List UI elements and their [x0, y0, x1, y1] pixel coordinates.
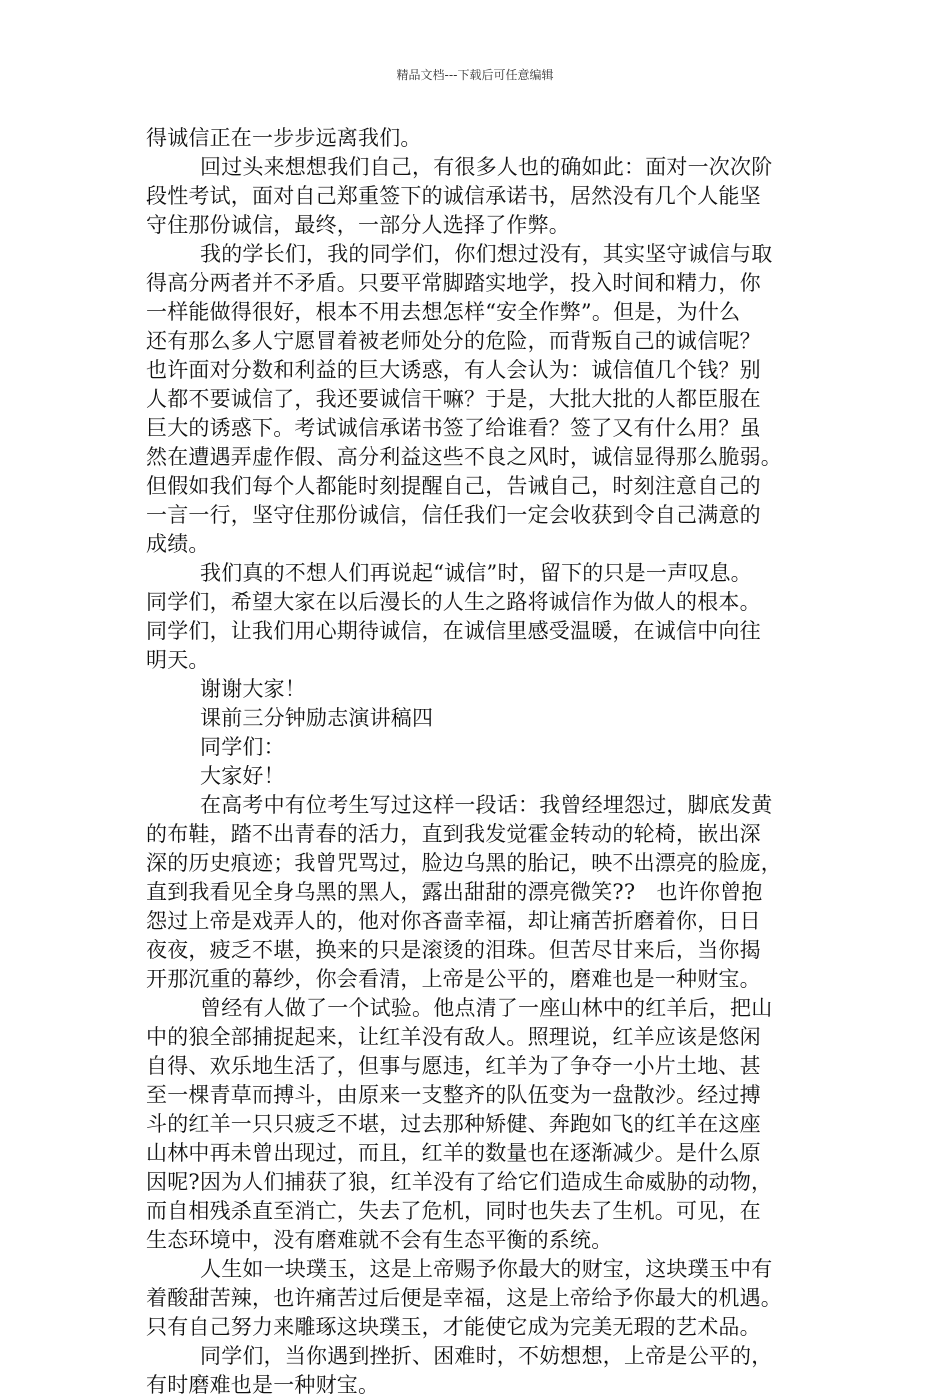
text-line: 深的历史痕迹；我曾咒骂过，脸边乌黑的胎记，映不出漂亮的脸庞，	[146, 851, 782, 875]
text-line: 一样能做得很好，根本不用去想怎样“安全作弊”。但是，为什么	[146, 300, 741, 324]
text-line: 的布鞋，踏不出青春的活力，直到我发觉霍金转动的轮椅，嵌出深	[146, 822, 761, 846]
text-line: 生态环境中，没有磨难就不会有生态平衡的系统。	[146, 1228, 613, 1252]
text-line: 回过头来想想我们自己，有很多人也的确如此：面对一次次阶	[200, 155, 773, 179]
document-body	[146, 124, 826, 1400]
text-line: 斗的红羊一只只疲乏不堪，过去那种矫健、奔跑如飞的红羊在这座	[146, 1112, 761, 1136]
text-line: 直到我看见全身乌黑的黑人，露出甜甜的漂亮微笑?? 也许你曾抱	[146, 880, 763, 904]
text-line: 人都不要诚信了，我还要诚信干嘛？于是，大批大批的人都臣服在	[146, 387, 761, 411]
text-line: 也许面对分数和利益的巨大诱惑，有人会认为：诚信值几个钱？别	[146, 358, 761, 382]
text-line: 课前三分钟励志演讲稿四	[200, 706, 434, 730]
text-line: 然在遭遇弄虚作假、高分利益这些不良之风时，诚信显得那么脆弱。	[146, 445, 782, 469]
text-line: 守住那份诚信，最终，一部分人选择了作弊。	[146, 213, 570, 237]
text-line: 同学们，让我们用心期待诚信，在诚信里感受温暖，在诚信中向往	[146, 619, 761, 643]
text-line: 段性考试，面对自己郑重签下的诚信承诺书，居然没有几个人能坚	[146, 184, 761, 208]
text-line: 着酸甜苦辣，也许痛苦过后便是幸福，这是上帝给予你最大的机遇。	[146, 1286, 782, 1310]
text-line: 至一棵青草而搏斗，由原来一支整齐的队伍变为一盘散沙。经过搏	[146, 1083, 761, 1107]
text-line: 怨过上帝是戏弄人的，他对你吝啬幸福，却让痛苦折磨着你，日日	[146, 909, 761, 933]
text-line: 山林中再未曾出现过，而且，红羊的数量也在逐渐减少。是什么原	[146, 1141, 761, 1165]
text-line: 有时磨难也是一种财宝。	[146, 1373, 380, 1397]
text-line: 谢谢大家！	[200, 677, 306, 701]
text-line: 同学们，希望大家在以后漫长的人生之路将诚信作为做人的根本。	[146, 590, 761, 614]
text-line: 中的狼全部捕捉起来，让红羊没有敌人。照理说，红羊应该是悠闲	[146, 1025, 761, 1049]
text-line: 自得、欢乐地生活了，但事与愿违，红羊为了争夺一小片土地、甚	[146, 1054, 761, 1078]
text-line: 同学们：	[200, 735, 285, 759]
text-line: 而自相残杀直至消亡，失去了危机，同时也失去了生机。可见，在	[146, 1199, 761, 1223]
text-line: 明天。	[146, 648, 210, 672]
text-line: 得诚信正在一步步远离我们。	[146, 126, 422, 150]
text-line: 还有那么多人宁愿冒着被老师处分的危险，而背叛自己的诚信呢？	[146, 329, 761, 353]
text-line: 我的学长们，我的同学们，你们想过没有，其实坚守诚信与取	[200, 242, 773, 266]
text-line: 人生如一块璞玉，这是上帝赐予你最大的财宝，这块璞玉中有	[200, 1257, 773, 1281]
text-line: 巨大的诱惑下。考试诚信承诺书签了给谁看？签了又有什么用？虽	[146, 416, 761, 440]
text-line: 开那沉重的幕纱，你会看清，上帝是公平的，磨难也是一种财宝。	[146, 967, 761, 991]
text-line: 成绩。	[146, 532, 210, 556]
text-line: 一言一行，坚守住那份诚信，信任我们一定会收获到令自己满意的	[146, 503, 761, 527]
text-line: 我们真的不想人们再说起“诚信”时，留下的只是一声叹息。	[200, 561, 752, 585]
text-line: 大家好！	[200, 764, 285, 788]
text-line: 同学们，当你遇到挫折、困难时，不妨想想，上帝是公平的，	[200, 1344, 773, 1368]
text-line: 只有自己努力来雕琢这块璞玉，才能使它成为完美无瑕的艺术品。	[146, 1315, 761, 1339]
text-line: 曾经有人做了一个试验。他点清了一座山林中的红羊后，把山	[200, 996, 773, 1020]
text-line: 得高分两者并不矛盾。只要平常脚踏实地学，投入时间和精力，你	[146, 271, 761, 295]
text-line: 夜夜，疲乏不堪，换来的只是滚烫的泪珠。但苦尽甘来后，当你揭	[146, 938, 761, 962]
text-line: 在高考中有位考生写过这样一段话：我曾经埋怨过，脚底发黄	[200, 793, 773, 817]
text-line: 因呢?因为人们捕获了狼，红羊没有了给它们造成生命威胁的动物，	[146, 1170, 773, 1194]
page-header: 精品文档---下载后可任意编辑	[396, 68, 554, 82]
text-line: 但假如我们每个人都能时刻提醒自己，告诫自己，时刻注意自己的	[146, 474, 761, 498]
